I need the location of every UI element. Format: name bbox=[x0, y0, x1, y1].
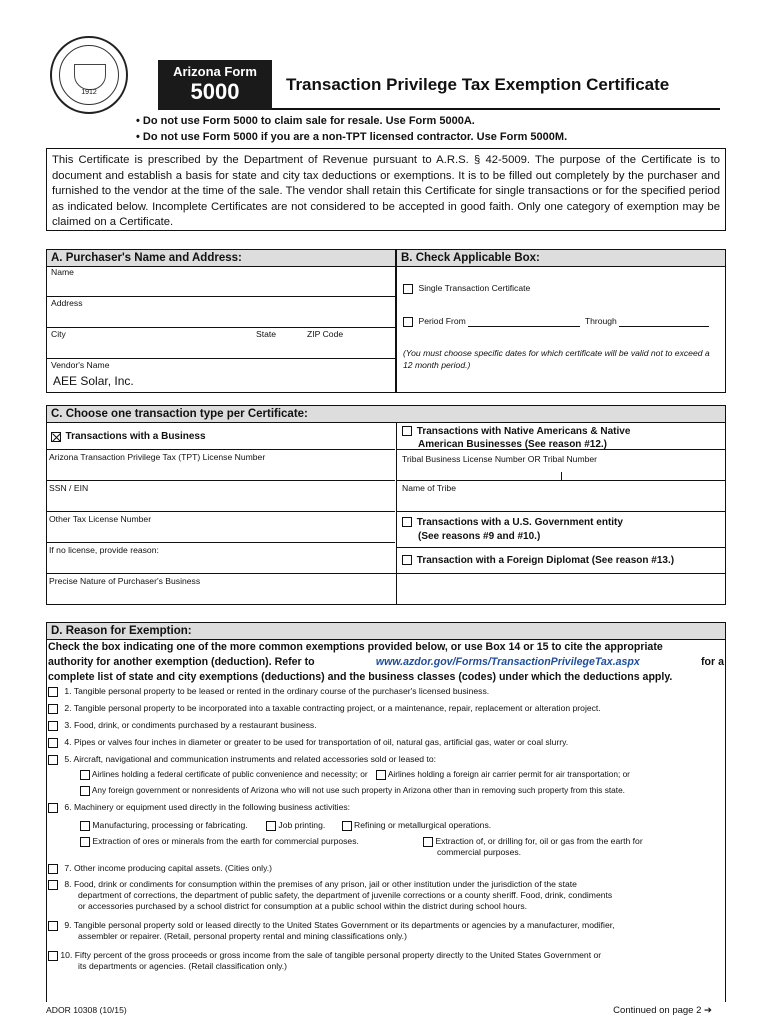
tribe-name-label: Name of Tribe bbox=[402, 483, 456, 493]
reason-8-checkbox[interactable] bbox=[48, 880, 58, 890]
period-through-label: Through bbox=[584, 316, 617, 326]
reason-1-checkbox[interactable] bbox=[48, 687, 58, 697]
vendor-name-label: Vendor's Name bbox=[51, 360, 110, 370]
reason-8-text-2: department of corrections, the department of public safety, the department of juvenile corrections or a county sheriff. Food, drink, condiments bbox=[78, 890, 613, 900]
section-c-title: C. Choose one transaction type per Certificate: bbox=[47, 406, 725, 423]
period-note: (You must choose specific dates for which certificate will be valid not to exceed a 12 month period.) bbox=[403, 348, 710, 370]
reason-6a-text: Manufacturing, processing or fabricating. bbox=[92, 820, 248, 830]
native-american-checkbox[interactable] bbox=[402, 426, 412, 436]
period-from-label: Period From bbox=[418, 316, 466, 326]
reason-9-checkbox[interactable] bbox=[48, 921, 58, 931]
period-through-field[interactable] bbox=[619, 326, 709, 327]
reason-6d-text: Extraction of ores or minerals from the earth for commercial purposes. bbox=[92, 836, 359, 846]
reason-6a-checkbox[interactable] bbox=[80, 821, 90, 831]
reason-5a-text: Airlines holding a federal certificate of public convenience and necessity; or bbox=[91, 769, 368, 779]
reason-6-text: 6. Machinery or equipment used directly in the following business activities: bbox=[64, 802, 351, 812]
instructions-line-1: Check the box indicating one of the more common exemptions provided below, or use Box 14 or 15 to cite the appropriate bbox=[48, 641, 663, 653]
reason-9-text-1: 9. Tangible personal property sold or leased directly to the United States Government or its departments or agencies by a manufacturer, modifier, bbox=[64, 920, 615, 930]
tpt-license-label: Arizona Transaction Privilege Tax (TPT) License Number bbox=[49, 452, 266, 462]
us-government-checkbox[interactable] bbox=[402, 517, 412, 527]
instructions-line-2-end: for a bbox=[701, 656, 724, 668]
reason-5a-checkbox[interactable] bbox=[80, 770, 90, 780]
section-a bbox=[46, 249, 396, 393]
address-label: Address bbox=[51, 298, 83, 308]
seal-year: 1912 bbox=[81, 89, 97, 96]
instructions-line-3: complete list of state and city exemptions (deductions) and the business classes (codes) under which the deductions apply. bbox=[48, 671, 673, 683]
section-b bbox=[396, 249, 726, 393]
intro-paragraph: This Certificate is prescribed by the Department of Revenue pursuant to A.R.S. § 42-5009. The purpose of the Certificate is to document and establish a basis for state and city tax deductions or exemptions. It is to be filled out completely by the purchaser and furnished to the vendor at the time of the sale. The vendor shall retain this Certificate for single transactions or for the specified period as indicated below. Incomplete Certificates are not considered to be accepted in good faith. Only one category of exemption may be claimed on a Certificate. bbox=[46, 148, 726, 231]
reason-8-text-3: or accessories purchased by a school district for consumption at a public school within the district during school hours. bbox=[78, 901, 528, 911]
reason-5b-checkbox[interactable] bbox=[376, 770, 386, 780]
reason-6-checkbox[interactable] bbox=[48, 803, 58, 813]
reason-6e-text-2: commercial purposes. bbox=[437, 847, 522, 857]
us-government-label-2: (See reasons #9 and #10.) bbox=[418, 531, 541, 542]
no-license-reason-label: If no license, provide reason: bbox=[49, 545, 159, 555]
business-transaction-label: Transactions with a Business bbox=[65, 431, 206, 442]
form-number-box bbox=[158, 60, 272, 110]
reason-4-text: 4. Pipes or valves four inches in diameter or greater to be used for transportation of oil, natural gas, artificial gas, water or coal slurry. bbox=[64, 737, 569, 747]
vendor-name-value[interactable]: AEE Solar, Inc. bbox=[53, 374, 134, 388]
reason-1-text: 1. Tangible personal property to be leased or rented in the ordinary course of the purchaser's licensed business. bbox=[64, 686, 490, 696]
reason-3-checkbox[interactable] bbox=[48, 721, 58, 731]
ssn-ein-label: SSN / EIN bbox=[49, 483, 89, 493]
reason-2-text: 2. Tangible personal property to be incorporated into a taxable contracting project, or a maintenance, repair, replacement or alteration project. bbox=[64, 703, 601, 713]
business-nature-label: Precise Nature of Purchaser's Business bbox=[49, 576, 201, 586]
reason-10-checkbox[interactable] bbox=[48, 951, 58, 961]
reason-2-checkbox[interactable] bbox=[48, 704, 58, 714]
page-title: Transaction Privilege Tax Exemption Certificate bbox=[286, 75, 670, 94]
tribal-license-label: Tribal Business License Number OR Tribal Number bbox=[402, 454, 598, 464]
period-from-field[interactable] bbox=[468, 326, 580, 327]
reason-6e-checkbox[interactable] bbox=[423, 837, 433, 847]
form-code: ADOR 10308 (10/15) bbox=[46, 1005, 127, 1015]
section-a-title: A. Purchaser's Name and Address: bbox=[47, 250, 395, 267]
section-d-instructions bbox=[48, 640, 724, 685]
single-transaction-checkbox[interactable] bbox=[403, 284, 413, 294]
reason-9-text-2: assembler or repairer. (Retail, personal property rental and mining classifications only.) bbox=[78, 931, 407, 941]
section-d-title: D. Reason for Exemption: bbox=[47, 623, 725, 640]
foreign-diplomat-label: Transaction with a Foreign Diplomat (See reason #13.) bbox=[416, 555, 675, 566]
single-transaction-label: Single Transaction Certificate bbox=[418, 283, 531, 293]
business-transaction-checkbox[interactable] bbox=[51, 432, 61, 442]
form-number: 5000 bbox=[190, 79, 240, 104]
reason-6e-text-1: Extraction of, or drilling for, oil or gas from the earth for bbox=[435, 836, 643, 846]
form-label: Arizona Form bbox=[173, 64, 257, 79]
reason-6c-text: Refining or metallurgical operations. bbox=[354, 820, 492, 830]
reason-5b-text: Airlines holding a foreign air carrier permit for air transportation; or bbox=[387, 769, 630, 779]
reason-10-text-2: its departments or agencies. (Retail classification only.) bbox=[78, 961, 288, 971]
reason-10-text-1: 10. Fifty percent of the gross proceeds or gross income from the sale of tangible personal property directly to the United States Government or bbox=[60, 950, 602, 960]
reason-4-checkbox[interactable] bbox=[48, 738, 58, 748]
reason-5-checkbox[interactable] bbox=[48, 755, 58, 765]
reason-3-text: 3. Food, drink, or condiments purchased by a restaurant business. bbox=[64, 720, 317, 730]
reason-6c-checkbox[interactable] bbox=[342, 821, 352, 831]
name-label: Name bbox=[51, 267, 74, 277]
name-field[interactable] bbox=[107, 268, 391, 280]
zip-label: ZIP Code bbox=[307, 329, 344, 339]
reason-5c-checkbox[interactable] bbox=[80, 786, 90, 796]
other-license-label: Other Tax License Number bbox=[49, 514, 152, 524]
section-b-title: B. Check Applicable Box: bbox=[397, 250, 725, 267]
usage-notes bbox=[136, 113, 567, 145]
state-label: State bbox=[256, 329, 277, 339]
arizona-state-seal bbox=[50, 36, 128, 114]
note-5000a: • Do not use Form 5000 to claim sale for resale. Use Form 5000A. bbox=[136, 115, 475, 127]
us-government-label-1: Transactions with a U.S. Government entity bbox=[416, 517, 623, 528]
azdor-link[interactable]: www.azdor.gov/Forms/TransactionPrivilegeTax.aspx bbox=[375, 656, 640, 668]
native-american-label-1: Transactions with Native Americans & Native bbox=[416, 426, 631, 437]
instructions-line-2: authority for another exemption (deduction). Refer to bbox=[48, 656, 315, 668]
title-bar bbox=[272, 70, 720, 110]
note-5000m: • Do not use Form 5000 if you are a non-TPT licensed contractor. Use Form 5000M. bbox=[136, 131, 568, 143]
reason-8-text-1: 8. Food, drink or condiments for consumption within the premises of any prison, jail or other institution under the jurisdiction of the state bbox=[64, 879, 577, 889]
reason-6d-checkbox[interactable] bbox=[80, 837, 90, 847]
reason-7-text: 7. Other income producing capital assets. (Cities only.) bbox=[64, 863, 273, 873]
section-c bbox=[46, 405, 726, 605]
native-american-label-2: American Businesses (See reason #12.) bbox=[418, 439, 607, 450]
period-checkbox[interactable] bbox=[403, 317, 413, 327]
continued-note: Continued on page 2 ➔ bbox=[613, 1005, 712, 1016]
address-field[interactable] bbox=[107, 300, 391, 312]
reason-5c-text: Any foreign government or nonresidents of Arizona who will not use such property in Arizona other than in removing such property from this state. bbox=[91, 785, 625, 795]
city-label: City bbox=[51, 329, 66, 339]
reason-5-text: 5. Aircraft, navigational and communication instruments and related accessories sold or leased to: bbox=[64, 754, 437, 764]
reason-6b-text: Job printing. bbox=[278, 820, 326, 830]
foreign-diplomat-checkbox[interactable] bbox=[402, 555, 412, 565]
reason-6b-checkbox[interactable] bbox=[266, 821, 276, 831]
reason-7-checkbox[interactable] bbox=[48, 864, 58, 874]
